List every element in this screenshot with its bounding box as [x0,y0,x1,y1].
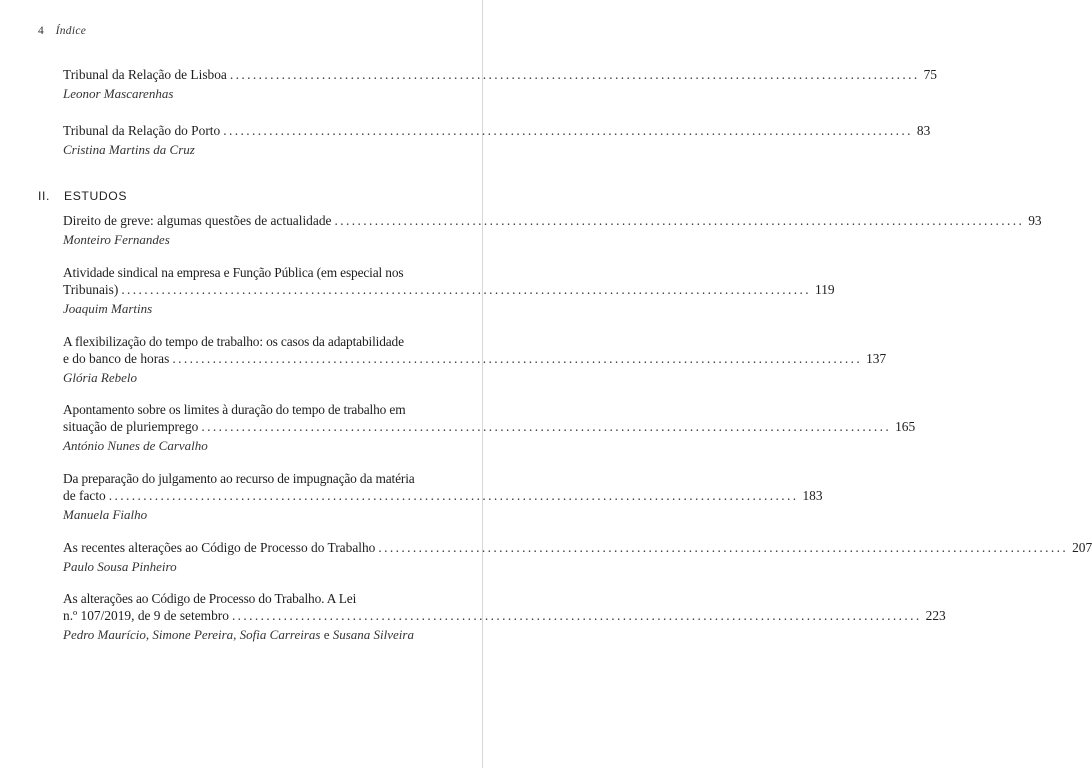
toc-title-first-line: Apontamento sobre os limites à duração do tempo de trabalho em [63,402,406,417]
toc-title-line [63,212,1042,229]
toc-title: situação de pluriemprego [63,419,199,434]
toc-title-line [63,487,823,504]
toc-entry[interactable] [63,122,931,158]
dot-leader: ........................................................................................................................ [108,488,799,503]
page-edge [482,0,483,768]
dot-leader: ........................................................................................................................ [334,213,1025,228]
toc-page: 183 [802,488,823,503]
toc-entry[interactable] [63,333,887,386]
toc-author: Cristina Martins da Cruz [63,142,195,157]
toc-entry[interactable] [63,401,916,454]
toc-author [63,626,452,643]
toc-entry[interactable] [63,470,823,523]
toc-author: Paulo Sousa Pinheiro [63,559,177,574]
toc-title-line [63,281,835,298]
running-header [38,25,86,37]
toc-title-line [63,66,937,83]
dot-leader: ........................................................................................................................ [172,351,863,366]
toc-title: e do banco de horas [63,351,170,366]
dot-leader: ........................................................................................................................ [229,67,920,82]
toc-title: Direito de greve: algumas questões de actualidade [63,213,332,228]
toc-title-line [63,418,916,435]
toc-page: 75 [923,67,937,82]
dot-leader: ........................................................................................................................ [231,608,922,623]
toc-title-first-line: Atividade sindical na empresa e Função Pública (em especial nos [63,265,404,280]
toc-author: Manuela Fialho [63,507,148,522]
toc-author: António Nunes de Carvalho [63,438,208,453]
toc-title: Tribunal da Relação do Porto [63,123,221,138]
toc-title: Tribunal da Relação de Lisboa [63,67,227,82]
toc-page: 165 [895,419,916,434]
author-conjunction: e [323,627,330,642]
toc-title: n.º 107/2019, de 9 de setembro [63,608,229,623]
toc-title: de facto [63,488,106,503]
toc-entry[interactable] [63,66,937,102]
toc-title-first-line: Da preparação do julgamento ao recurso de impugnação da matéria [63,471,415,486]
author-names: Pedro Maurício, Simone Pereira, Sofia Carreiras [63,627,321,642]
toc-entry[interactable] [63,539,1092,575]
section-label: ESTUDOS [63,189,128,203]
section-number: II. [38,189,50,203]
toc-title-line [63,122,931,139]
dot-leader: ........................................................................................................................ [378,540,1069,555]
toc-title-first-line: A flexibilização do tempo de trabalho: os casos da adaptabilidade [63,334,404,349]
dot-leader: ........................................................................................................................ [223,123,913,138]
toc-title: As recentes alterações ao Código de Processo do Trabalho [63,540,376,555]
page-number: 4 [38,25,44,37]
section-heading [38,189,127,203]
author-name-last: Susana Silveira [332,627,414,642]
toc-entry[interactable] [63,212,1042,248]
toc-title-line [63,350,887,367]
toc-page: 137 [866,351,887,366]
toc-author: Monteiro Fernandes [63,232,170,247]
running-title: Índice [55,25,87,37]
toc-author: Glória Rebelo [63,370,138,385]
toc-title: Tribunais) [63,282,119,297]
toc-page: 207 [1072,540,1092,555]
toc-entry[interactable] [63,264,835,317]
toc-entry[interactable] [63,590,946,643]
toc-title-line [63,607,946,624]
toc-page: 223 [925,608,946,623]
dot-leader: ........................................................................................................................ [121,282,812,297]
toc-page: 119 [815,282,835,297]
dot-leader: ........................................................................................................................ [201,419,892,434]
toc-page: 93 [1028,213,1042,228]
toc-title-first-line: As alterações ao Código de Processo do Trabalho. A Lei [63,591,357,606]
toc-page: 83 [916,123,931,138]
toc-title-line [63,539,1092,556]
toc-author: Leonor Mascarenhas [63,86,174,101]
toc-author: Joaquim Martins [63,301,153,316]
